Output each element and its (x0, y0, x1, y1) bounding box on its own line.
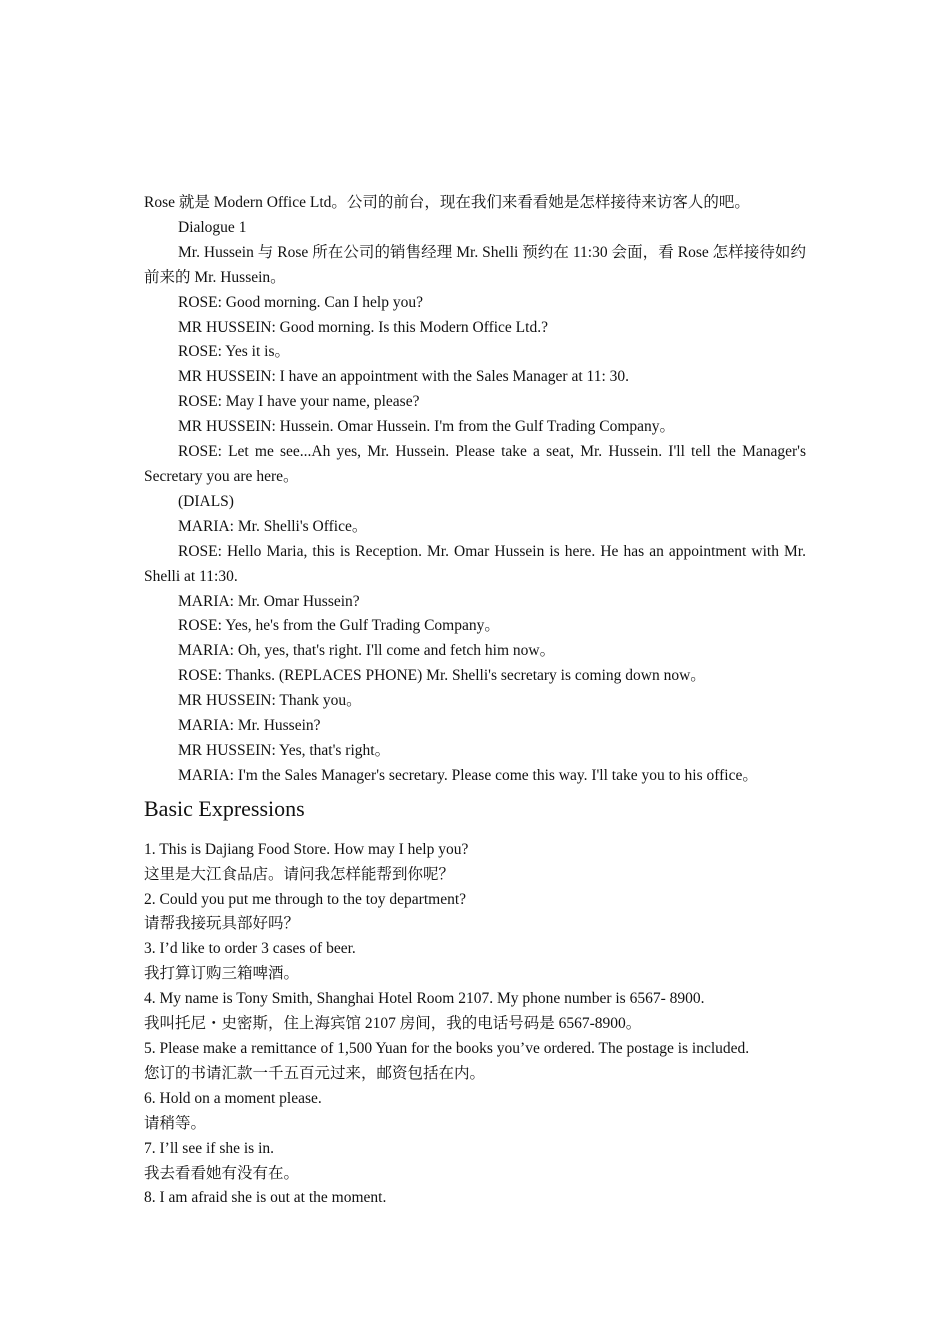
document-body (144, 191, 806, 1211)
dialogue-line: MR HUSSEIN: Good morning. Is this Modern Office Ltd.? (178, 318, 548, 336)
dialogue-line: MARIA: Mr. Omar Hussein? (178, 592, 360, 610)
expression-english: 3. I’d like to order 3 cases of beer. (144, 940, 356, 958)
expression-chinese: 您订的书请汇款一千五百元过来，邮资包括在内。 (144, 1064, 486, 1082)
dialogue-line: MARIA: Mr. Hussein? (178, 717, 321, 735)
dialogue-line: MR HUSSEIN: Yes, that's right。 (178, 741, 391, 759)
expression-chinese: 请稍等。 (144, 1114, 207, 1132)
dialogue-line: ROSE: May I have your name, please? (178, 393, 420, 411)
expression-chinese: 我打算订购三箱啤酒。 (144, 965, 300, 983)
dialogue-line: ROSE: Hello Maria, this is Reception. Mr. Omar Hussein is here. He has an appointment with Mr. Shelli at 11:30. (144, 542, 806, 585)
expression-english: 6. Hold on a moment please. (144, 1089, 322, 1107)
expression-chinese: 我去看看她有没有在。 (144, 1164, 300, 1182)
dialogue-line: MR HUSSEIN: Thank you。 (178, 692, 362, 710)
intro-paragraph: Rose 就是 Modern Office Ltd。公司的前台，现在我们来看看她是怎样接待来访客人的吧。 (144, 194, 750, 211)
dialogue-line: ROSE: Yes it is。 (178, 343, 290, 361)
expression-english: 1. This is Dajiang Food Store. How may I help you? (144, 840, 469, 858)
expression-english: 5. Please make a remittance of 1,500 Yuan for the books you’ve ordered. The postage is included. (144, 1040, 750, 1057)
dialogue-line: ROSE: Let me see...Ah yes, Mr. Hussein. Please take a seat, Mr. Hussein. I'll tell the Manager's Secretary you are here。 (144, 443, 806, 485)
expression-english: 2. Could you put me through to the toy department? (144, 890, 467, 908)
expression-chinese: 我叫托尼・史密斯，住上海宾馆 2107 房间，我的电话号码是 6567-8900。 (144, 1015, 642, 1033)
dialogue-line: MARIA: Oh, yes, that's right. I'll come and fetch him now。 (178, 642, 556, 660)
expression-english: 8. I am afraid she is out at the moment. (144, 1189, 387, 1207)
dialogue-line: MR HUSSEIN: Hussein. Omar Hussein. I'm from the Gulf Trading Company。 (178, 418, 676, 436)
expression-chinese: 这里是大江食品店。请问我怎样能帮到你呢？ (144, 865, 455, 883)
expression-english: 7. I’ll see if she is in. (144, 1139, 275, 1157)
dialogue-line: MARIA: Mr. Shelli's Office。 (178, 517, 368, 535)
dialogue-line: MARIA: I'm the Sales Manager's secretary. Please come this way. I'll take you to his office。 (178, 766, 758, 784)
basic-expressions-heading: Basic Expressions (144, 795, 305, 821)
dialogue-setup: Mr. Hussein 与 Rose 所在公司的销售经理 Mr. Shelli 预约在 11:30 会面，看 Rose 怎样接待如约前来的 Mr. Hussein。 (144, 243, 806, 286)
dialogue-line: (DIALS) (178, 492, 234, 510)
expression-chinese: 请帮我接玩具部好吗？ (144, 915, 300, 933)
expression-english: 4. My name is Tony Smith, Shanghai Hotel Room 2107. My phone number is 6567- 8900. (144, 990, 705, 1008)
dialogue-line: MR HUSSEIN: I have an appointment with the Sales Manager at 11: 30. (178, 368, 629, 386)
dialogue-title: Dialogue 1 (178, 218, 247, 236)
dialogue-line: ROSE: Thanks. (REPLACES PHONE) Mr. Shelli's secretary is coming down now。 (178, 667, 706, 685)
dialogue-line: ROSE: Yes, he's from the Gulf Trading Company。 (178, 617, 500, 635)
dialogue-line: ROSE: Good morning. Can I help you? (178, 293, 423, 311)
